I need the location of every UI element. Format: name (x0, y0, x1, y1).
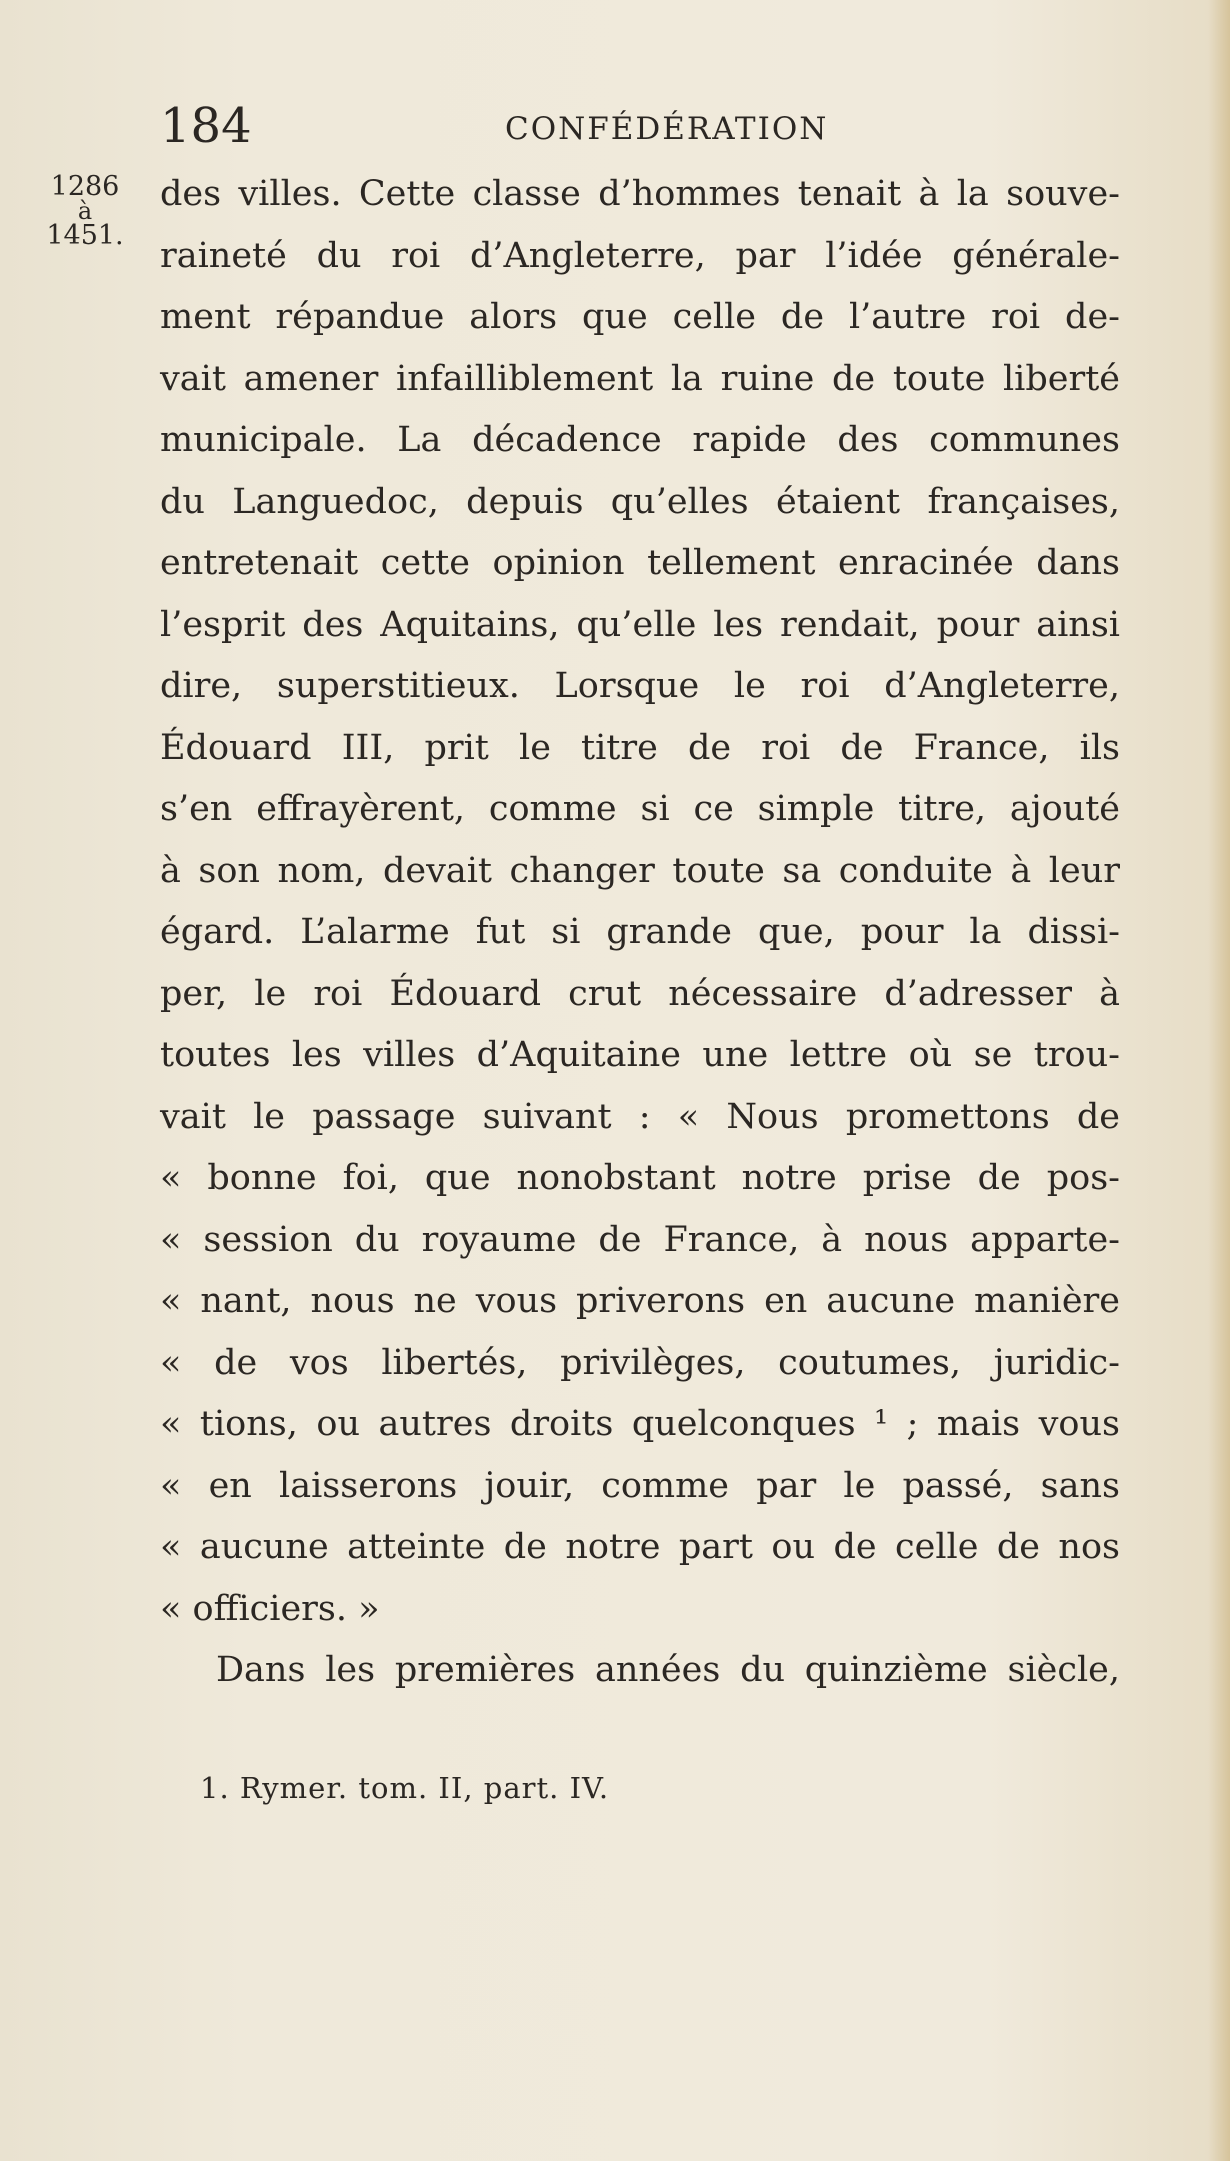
text-line-paragraph-start: Dans les premières années du quinzième siècle, (216, 1650, 1120, 1690)
text-line: dire, superstitieux. Lorsque le roi d’Angleterre, (160, 666, 1120, 706)
margin-date-range (20, 170, 150, 252)
margin-date-separator: à (77, 197, 93, 225)
text-line: « nant, nous ne vous priverons en aucune manière (160, 1281, 1120, 1321)
text-line: vait amener infailliblement la ruine de toute liberté (160, 358, 1120, 399)
text-line: « aucune atteinte de notre part ou de celle de nos (160, 1527, 1120, 1567)
text-line: égard. L’alarme fut si grande que, pour la dissi- (160, 912, 1120, 952)
text-line: « de vos libertés, privilèges, coutumes, juridic- (160, 1342, 1120, 1383)
text-line: Édouard III, prit le titre de roi de France, ils (160, 727, 1120, 768)
text-line: s’en effrayèrent, comme si ce simple titre, ajouté (160, 789, 1120, 829)
footnote: 1. Rymer. tom. II, part. IV. (200, 1771, 610, 1805)
body-text (160, 164, 1120, 1702)
text-line: « officiers. » (160, 1588, 380, 1629)
text-line: des villes. Cette classe d’hommes tenait à la souve- (160, 174, 1120, 214)
text-line: à son nom, devait changer toute sa conduite à leur (160, 850, 1120, 891)
page-number: 184 (160, 98, 252, 154)
page-edge-shadow (1208, 0, 1230, 2161)
text-line: « tions, ou autres droits quelconques ¹ ; mais vous (160, 1404, 1120, 1444)
text-line: « bonne foi, que nonobstant notre prise de pos- (160, 1158, 1120, 1198)
page-header (160, 96, 1120, 156)
text-line: entretenait cette opinion tellement enracinée dans (160, 543, 1120, 583)
margin-date-from: 1286 (50, 171, 120, 202)
text-line: toutes les villes d’Aquitaine une lettre où se trou- (160, 1035, 1120, 1075)
text-line: l’esprit des Aquitains, qu’elle les rendait, pour ainsi (160, 604, 1120, 645)
text-line: per, le roi Édouard crut nécessaire d’adresser à (160, 973, 1120, 1014)
text-line: « session du royaume de France, à nous apparte- (160, 1219, 1120, 1260)
margin-date-to: 1451. (46, 220, 124, 251)
text-line: municipale. La décadence rapide des communes (160, 420, 1120, 460)
text-line: « en laisserons jouir, comme par le passé, sans (160, 1465, 1120, 1506)
running-title: CONFÉDÉRATION (505, 111, 829, 147)
text-line: vait le passage suivant : « Nous promettons de (160, 1096, 1120, 1137)
text-line: raineté du roi d’Angleterre, par l’idée générale- (160, 235, 1120, 276)
text-line: du Languedoc, depuis qu’elles étaient françaises, (160, 481, 1120, 522)
text-line: ment répandue alors que celle de l’autre roi de- (160, 297, 1120, 337)
